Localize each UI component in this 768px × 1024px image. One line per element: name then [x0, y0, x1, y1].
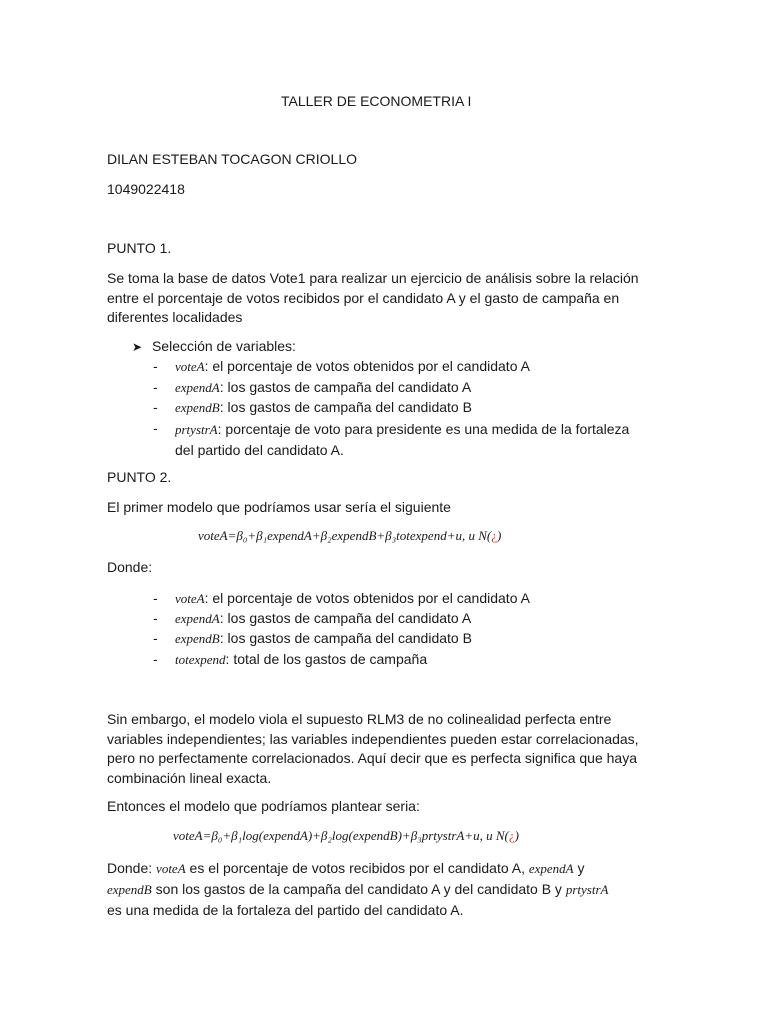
list-item: voteA: el porcentaje de votos obtenidos por el candidato A: [175, 358, 530, 374]
dash-icon: -: [153, 420, 158, 436]
rlm3-paragraph: Sin embargo, el modelo viola el supuesto RLM3 de no colinealidad perfecta entre variables independientes; las variables independientes pueden estar correlacionadas, pero no perfectamente correlacionados. Aquí decir que es perfecta significa que haya combinación lineal exacta.: [107, 711, 639, 786]
punto2-heading: PUNTO 2.: [107, 469, 172, 485]
dash-icon: -: [153, 379, 158, 395]
author-name: DILAN ESTEBAN TOCAGON CRIOLLO: [107, 151, 357, 167]
punto1-heading: PUNTO 1.: [107, 240, 172, 256]
list-item: expendA: los gastos de campaña del candidato A: [175, 610, 472, 626]
list-item: voteA: el porcentaje de votos obtenidos por el candidato A: [175, 590, 530, 606]
list-item: prtystrA: porcentaje de voto para presidente es una medida de la fortaleza del partido del candidato A.: [175, 421, 630, 458]
list-item: expendA: los gastos de campaña del candidato A: [175, 379, 472, 395]
final-paragraph: Donde: voteA es el porcentaje de votos recibidos por el candidato A, expendA y expendB son los gastos de la campaña del candidato A y del candidato B y prtystrA es una medida de la fortaleza del partido del candidato A.: [107, 860, 609, 918]
selection-bullet: [132, 338, 296, 354]
list-item: totexpend: total de los gastos de campaña: [175, 651, 428, 667]
dash-icon: -: [153, 651, 158, 667]
arrow-bullet-icon: ➤: [132, 340, 143, 354]
dash-icon: -: [153, 358, 158, 374]
equation-1: voteA=β₀+β₁expendA+β₂expendB+β₃totexpend+u, u N(¿): [198, 528, 502, 543]
punto2-intro: El primer modelo que podríamos usar sería el siguiente: [107, 499, 451, 515]
student-id: 1049022418: [107, 181, 185, 197]
donde-label: Donde:: [107, 559, 153, 575]
entonces-text: Entonces el modelo que podríamos plantear seria:: [107, 798, 420, 814]
missing-glyph-icon: ¿: [508, 828, 515, 843]
dash-icon: -: [153, 610, 158, 626]
dash-icon: -: [153, 630, 158, 646]
missing-glyph-icon: ¿: [491, 528, 497, 543]
selection-label: Selección de variables:: [151, 338, 296, 354]
dash-icon: -: [153, 590, 158, 606]
document-title: TALLER DE ECONOMETRIA I: [281, 93, 472, 109]
punto1-intro: Se toma la base de datos Vote1 para realizar un ejercicio de análisis sobre la relación entre el porcentaje de votos recibidos por el candidato A y el gasto de campaña en diferentes localidades: [107, 270, 639, 325]
dash-icon: -: [153, 399, 158, 415]
equation-2: voteA=β₀+β₁log(expendA)+β₂log(expendB)+β₃prtystrA+u, u N(¿): [173, 828, 519, 843]
list-item: expendB: los gastos de campaña del candidato B: [175, 630, 472, 646]
list-item: expendB: los gastos de campaña del candidato B: [175, 399, 472, 415]
